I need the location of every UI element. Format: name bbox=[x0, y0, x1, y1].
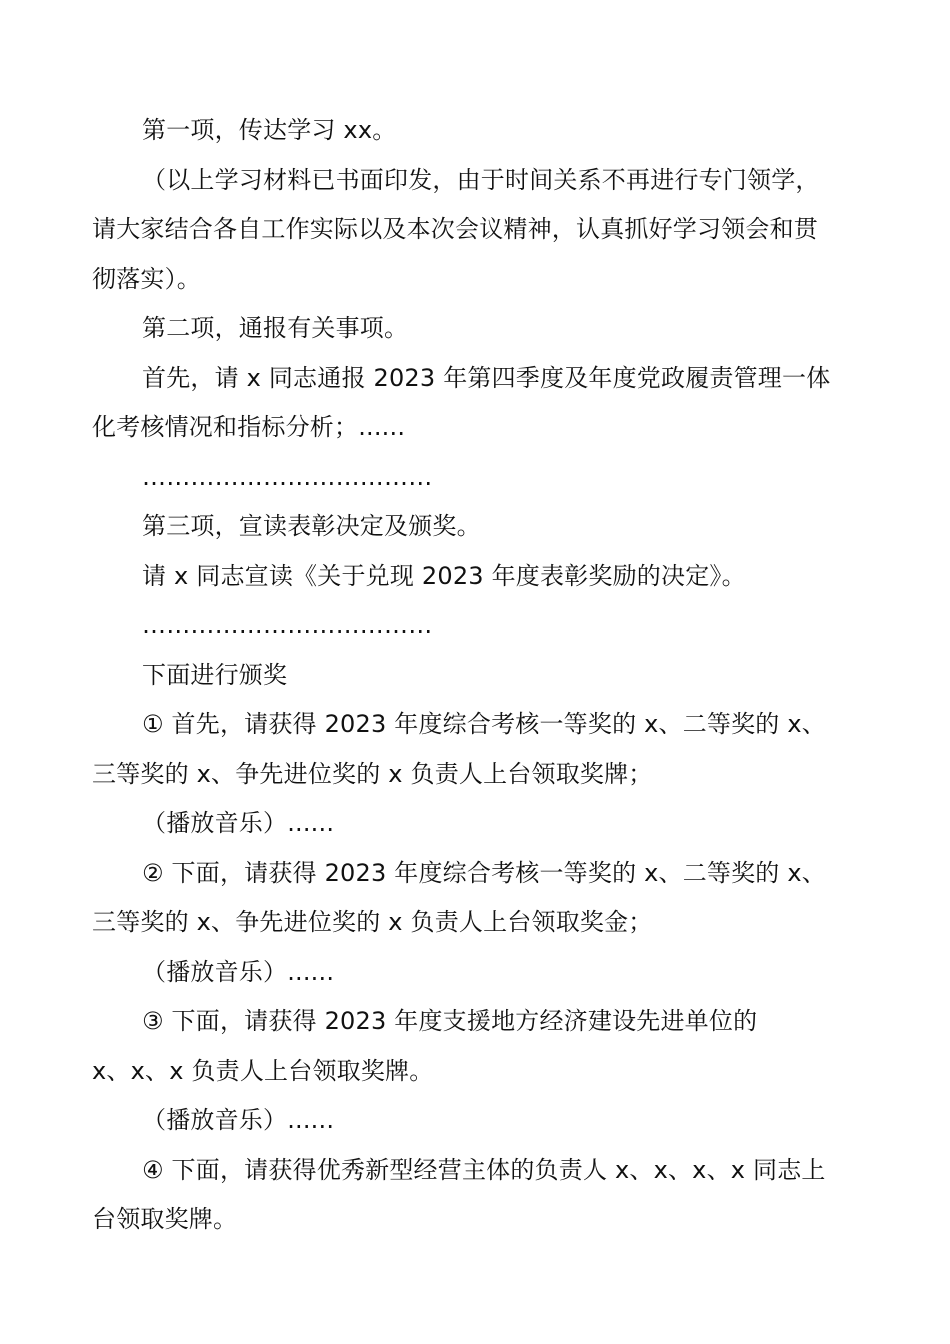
text-line: 化考核情况和指标分析；...... bbox=[92, 413, 406, 441]
document-body bbox=[92, 106, 862, 1245]
text-line: ……………………………… bbox=[142, 462, 433, 491]
text-line: 首先，请 x 同志通报 2023 年第四季度及年度党政履责管理一体 bbox=[142, 363, 831, 392]
paragraph-music bbox=[92, 1096, 862, 1146]
text-line: （播放音乐）...... bbox=[142, 809, 335, 837]
text-line: 三等奖的 x、争先进位奖的 x 负责人上台领取奖金； bbox=[92, 908, 653, 936]
paragraph-music bbox=[92, 948, 862, 998]
paragraph-award-4 bbox=[92, 1146, 862, 1245]
paragraph-ellipsis bbox=[92, 601, 862, 651]
paragraph-item1-note bbox=[92, 156, 862, 305]
text-line: ……………………………… bbox=[142, 611, 433, 639]
paragraph-item3 bbox=[92, 502, 862, 552]
text-line: 彻落实）。 bbox=[92, 264, 201, 293]
text-line: ① 首先，请获得 2023 年度综合考核一等奖的 x、二等奖的 x、 bbox=[142, 710, 826, 738]
paragraph-award-3 bbox=[92, 997, 862, 1096]
text-line: 请 x 同志宣读《关于兑现 2023 年度表彰奖励的决定》。 bbox=[142, 561, 746, 590]
text-line: 台领取奖牌。 bbox=[92, 1205, 238, 1233]
paragraph-ellipsis bbox=[92, 453, 862, 503]
paragraph-item1 bbox=[92, 106, 862, 156]
text-line: 第一项，传达学习 xx。 bbox=[142, 116, 397, 144]
paragraph-item3-read bbox=[92, 552, 862, 602]
text-line: 下面进行颁奖 bbox=[142, 660, 288, 689]
paragraph-award-2 bbox=[92, 849, 862, 948]
text-line: （播放音乐）...... bbox=[142, 957, 335, 986]
text-line: （以上学习材料已书面印发，由于时间关系不再进行专门领学， bbox=[142, 165, 820, 194]
text-line: x、x、x 负责人上台领取奖牌。 bbox=[92, 1056, 434, 1085]
paragraph-award-1 bbox=[92, 700, 862, 799]
text-line: 三等奖的 x、争先进位奖的 x 负责人上台领取奖牌； bbox=[92, 759, 653, 788]
text-line: 请大家结合各自工作实际以及本次会议精神，认真抓好学习领会和贯 bbox=[92, 215, 818, 243]
paragraph-music bbox=[92, 799, 862, 849]
text-line: ② 下面，请获得 2023 年度综合考核一等奖的 x、二等奖的 x、 bbox=[142, 858, 826, 887]
paragraph-item2 bbox=[92, 304, 862, 354]
text-line: 第三项，宣读表彰决定及颁奖。 bbox=[142, 512, 481, 540]
paragraph-item2-first bbox=[92, 354, 862, 453]
paragraph-award-intro bbox=[92, 651, 862, 701]
text-line: ③ 下面，请获得 2023 年度支援地方经济建设先进单位的 bbox=[142, 1007, 758, 1035]
text-line: ④ 下面，请获得优秀新型经营主体的负责人 x、x、x、x 同志上 bbox=[142, 1155, 826, 1184]
text-line: （播放音乐）...... bbox=[142, 1106, 335, 1134]
text-line: 第二项，通报有关事项。 bbox=[142, 314, 409, 342]
